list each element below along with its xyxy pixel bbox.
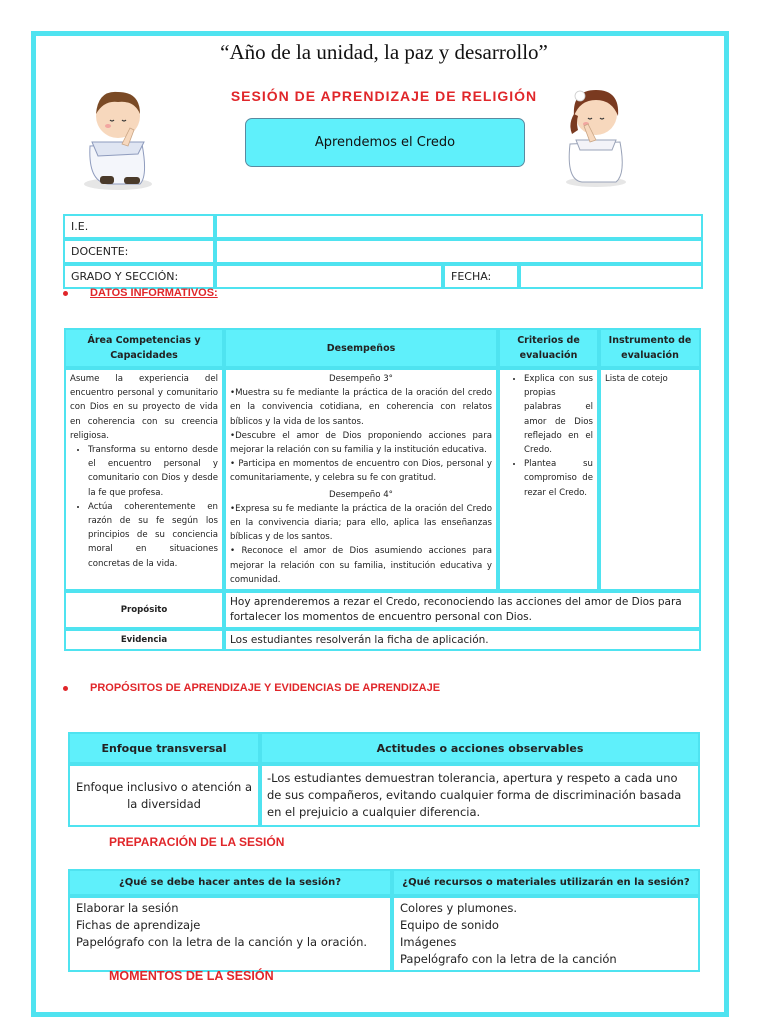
desempeno4-title: Desempeño 4° xyxy=(329,489,393,500)
desempeno-item: •Descubre el amor de Dios proponiendo acciones para mejorar la relación con su familia y la institución educativa. xyxy=(230,430,492,456)
fecha-field[interactable] xyxy=(519,264,703,289)
grado-field[interactable] xyxy=(215,264,443,289)
area-item: • Transforma su entorno desde el encuentro personal y comunitario con Dios y desde la fe que profesa. xyxy=(88,443,218,500)
evidencia-text: Los estudiantes resolverán la ficha de aplicación. xyxy=(224,629,701,651)
ie-field[interactable] xyxy=(215,214,703,239)
header-recursos: ¿Qué recursos o materiales utilizarán en la sesión? xyxy=(392,869,700,896)
bullet-icon xyxy=(63,291,68,296)
docente-field[interactable] xyxy=(215,239,703,264)
session-title: SESIÓN DE APRENDIZAJE DE RELIGIÓN xyxy=(230,88,538,104)
antes-item: Elaborar la sesión xyxy=(76,901,179,915)
section-propositos xyxy=(63,682,440,694)
desempenos-cell xyxy=(224,368,498,591)
enfoque-table xyxy=(68,732,700,827)
recurso-item: Equipo de sonido xyxy=(400,918,499,932)
area-item: • Actúa coherentemente en razón de su fe según los principios de su conciencia moral en situaciones concretas de la vida. xyxy=(88,500,218,571)
header-area: Área Competencias y Capacidades xyxy=(64,328,224,368)
recursos-cell xyxy=(392,896,700,972)
section-datos xyxy=(63,287,218,299)
antes-item: Fichas de aprendizaje xyxy=(76,918,201,932)
header-enfoque: Enfoque transversal xyxy=(68,732,260,764)
header-antes: ¿Qué se debe hacer antes de la sesión? xyxy=(68,869,392,896)
desempeno-item: • Reconoce el amor de Dios asumiendo acciones para mejorar la relación con su familia, institución educativa y comunidad. xyxy=(230,546,492,585)
docente-label: DOCENTE: xyxy=(63,239,215,264)
header-actitudes: Actitudes o acciones observables xyxy=(260,732,700,764)
section-propositos-label: PROPÓSITOS DE APRENDIZAJE Y EVIDENCIAS DE APRENDIZAJE xyxy=(90,682,441,694)
section-preparacion: PREPARACIÓN DE LA SESIÓN xyxy=(109,835,285,849)
proposito-text: Hoy aprenderemos a rezar el Credo, reconociendo las acciones del amor de Dios para fortalecer los momentos de encuentro personal con Dios. xyxy=(224,591,701,629)
section-datos-label: DATOS INFORMATIVOS: xyxy=(90,287,218,299)
section-momentos: MOMENTOS DE LA SESIÓN xyxy=(109,969,274,983)
topic-banner: Aprendemos el Credo xyxy=(245,118,525,167)
bullet-icon xyxy=(63,686,68,691)
area-intro: Asume la experiencia del encuentro personal y comunitario con Dios en su proyecto de vida en coherencia con su creencia religiosa. xyxy=(70,374,218,441)
actitudes-cell: -Los estudiantes demuestran tolerancia, apertura y respeto a cada uno de sus compañeros, evitando cualquier forma de discriminación basada en el prejuicio a cualquier diferencia. xyxy=(260,764,700,827)
header-desempenos: Desempeños xyxy=(224,328,498,368)
enfoque-cell: Enfoque inclusivo o atención a la diversidad xyxy=(68,764,260,827)
year-motto: “Año de la unidad, la paz y desarrollo” xyxy=(220,40,548,64)
fecha-label: FECHA: xyxy=(443,264,519,289)
header-instrumento: Instrumento de evaluación xyxy=(599,328,701,368)
area-cell xyxy=(64,368,224,591)
header-criterios: Criterios de evaluación xyxy=(498,328,599,368)
preparation-table xyxy=(68,869,700,972)
recurso-item: Imágenes xyxy=(400,935,457,949)
criterio-item: • Explica con sus propias palabras el amor de Dios reflejado en el Credo. xyxy=(524,372,593,457)
criterios-cell xyxy=(498,368,599,591)
grado-label: GRADO Y SECCIÓN: xyxy=(63,264,215,289)
praying-boy-illustration xyxy=(78,84,156,192)
instrumento-cell: Lista de cotejo xyxy=(599,368,701,591)
recurso-item: Colores y plumones. xyxy=(400,901,517,915)
antes-cell xyxy=(68,896,392,972)
desempeno-item: •Expresa su fe mediante la práctica de la oración del Credo en la convivencia diaria; para ello, aplica las enseñanzas bíblicas y de los santos. xyxy=(230,503,492,543)
info-table xyxy=(63,214,703,289)
antes-item: Papelógrafo con la letra de la canción y la oración. xyxy=(76,935,368,949)
praying-girl-illustration xyxy=(560,84,630,188)
desempeno-item: • Participa en momentos de encuentro con Dios, personal y comunitariamente, y celebra su fe con gratitud. xyxy=(230,459,492,484)
criterio-item: • Plantea su compromiso de rezar el Credo. xyxy=(524,457,593,500)
ie-label: I.E. xyxy=(63,214,215,239)
recurso-item: Papelógrafo con la letra de la canción xyxy=(400,952,617,966)
competencies-table xyxy=(64,328,701,651)
evidencia-label: Evidencia xyxy=(64,629,224,651)
desempeno3-title: Desempeño 3° xyxy=(329,374,393,384)
proposito-label: Propósito xyxy=(64,591,224,629)
desempeno-item: •Muestra su fe mediante la práctica de la oración del credo en la convivencia cotidiana, en coherencia con relatos bíblicos y la vida de los santos. xyxy=(230,388,492,427)
